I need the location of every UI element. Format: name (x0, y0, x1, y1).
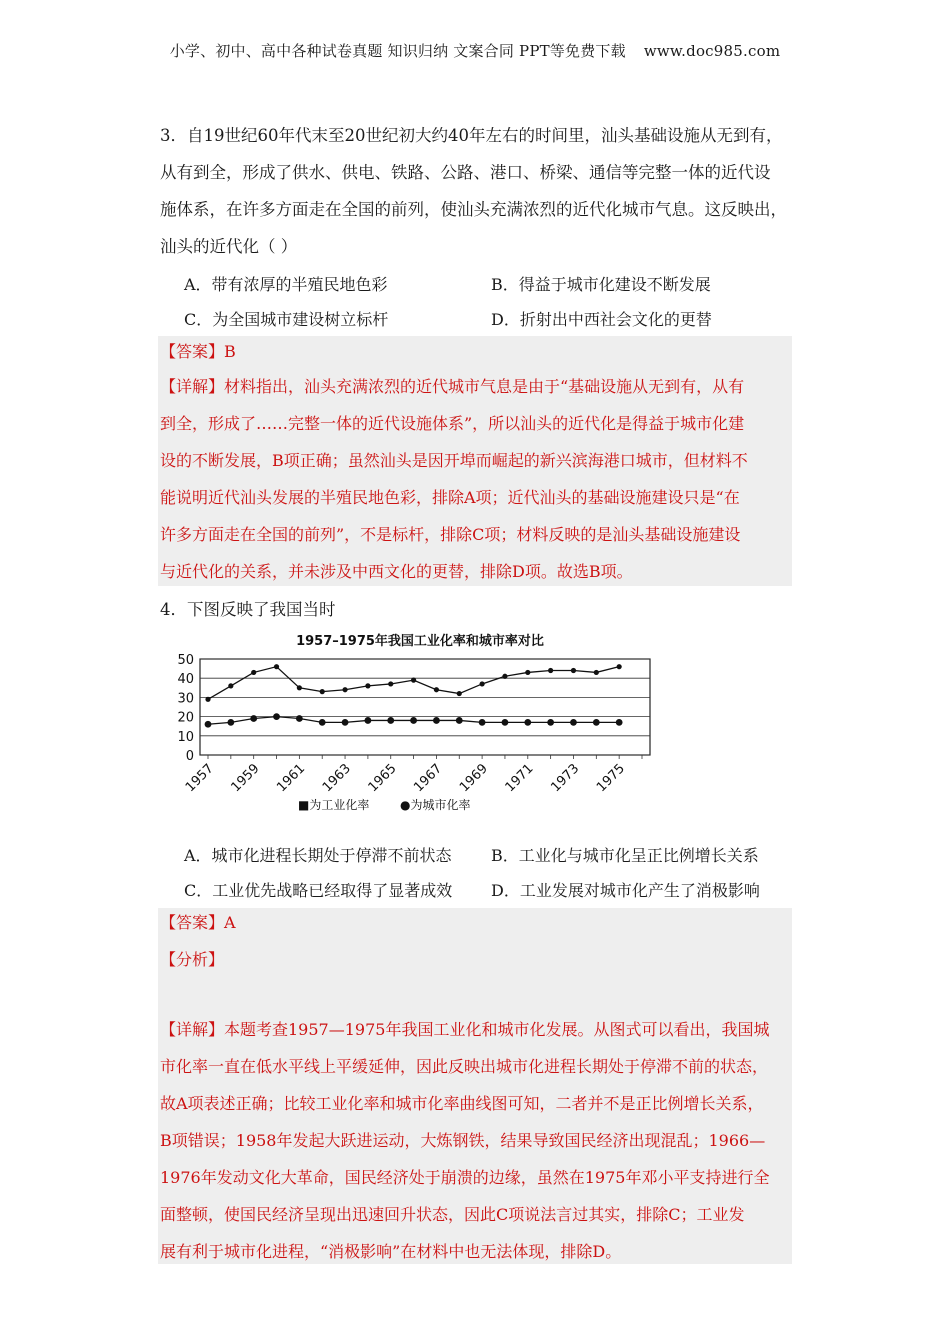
data-point (456, 717, 463, 724)
data-point (227, 719, 234, 726)
data-point (548, 668, 553, 673)
q4-detail-line: 故A项表述正确；比较工业化率和城市化率曲线图可知，二者并不是正比例增长关系， (160, 1094, 764, 1113)
x-tick-label: 1971 (502, 761, 537, 796)
data-point (480, 681, 485, 686)
q3-stem (160, 117, 792, 265)
x-tick-label: 1963 (319, 761, 354, 796)
x-tick-label: 1967 (411, 761, 446, 796)
q4-analysis: 【分析】 (160, 950, 225, 969)
x-tick-label: 1961 (274, 761, 309, 796)
data-point (273, 713, 280, 720)
q3-detail-line: 【详解】材料指出，汕头充满浓烈的近代城市气息是由于“基础设施从无到有，从有 (160, 377, 745, 396)
header-title: 小学、初中、高中各种试卷真题 知识归纳 文案合同 PPT等免费下载 (169, 42, 626, 60)
y-tick-label: 30 (177, 691, 194, 707)
q3-stem-line: 施体系，在许多方面走在全国的前列，使汕头充满浓烈的近代化城市气息。这反映出， (160, 200, 787, 219)
industrialization-urbanization-chart (160, 625, 700, 820)
data-point (205, 697, 210, 702)
x-tick-label: 1973 (548, 761, 583, 796)
data-point (570, 719, 577, 726)
data-point (228, 683, 233, 688)
data-point (342, 687, 347, 692)
q4-detail (160, 1011, 792, 1270)
data-point (274, 664, 279, 669)
data-point (457, 691, 462, 696)
series-line (208, 667, 619, 700)
data-point (502, 674, 507, 679)
q4-option-b: B．工业化与城市化呈正比例增长关系 (491, 846, 759, 865)
data-point (433, 717, 440, 724)
data-point (502, 719, 509, 726)
q3-detail-line: 到全，形成了……完整一体的近代设施体系”，所以汕头的近代化是得益于城市化建 (160, 414, 745, 433)
data-point (365, 683, 370, 688)
chart-grid (200, 659, 650, 759)
data-point (251, 670, 256, 675)
q4-option-a: A．城市化进程长期处于停滞不前状态 (184, 846, 452, 865)
q4-detail-line: 1976年发动文化大革命，国民经济处于崩溃的边缘，虽然在1975年邓小平支持进行全 (160, 1168, 770, 1187)
y-tick-label: 10 (177, 729, 194, 745)
q3-detail-line: 设的不断发展，B项正确；虽然汕头是因开埠而崛起的新兴滨海港口城市，但材料不 (160, 451, 748, 470)
q4-detail-line: 市化率一直在低水平线上平缓延伸，因此反映出城市化进程长期处于停滞不前的状态， (160, 1057, 769, 1076)
q3-stem-line: 从有到全，形成了供水、供电、铁路、公路、港口、桥梁、通信等完整一体的近代设 (160, 163, 771, 182)
x-tick-label: 1969 (456, 761, 491, 796)
data-point (571, 668, 576, 673)
data-point (296, 715, 303, 722)
page-header (0, 40, 950, 61)
q4-detail-line: 展有利于城市化进程，“消极影响”在材料中也无法体现，排除D。 (160, 1242, 622, 1261)
data-point (616, 719, 623, 726)
data-point (387, 717, 394, 724)
data-point (593, 719, 600, 726)
data-point (205, 721, 212, 728)
data-point (319, 719, 326, 726)
data-point (297, 685, 302, 690)
data-point (342, 719, 349, 726)
y-tick-label: 0 (185, 749, 194, 764)
q4-detail-line: 面整顿，使国民经济呈现出迅速回升状态，因此C项说法言过其实，排除C；工业发 (160, 1205, 745, 1224)
q3-detail-line: 能说明近代汕头发展的半殖民地色彩，排除A项；近代汕头的基础设施建设只是“在 (160, 488, 740, 507)
q3-option-b: B．得益于城市化建设不断发展 (491, 275, 711, 294)
y-tick-label: 50 (177, 653, 194, 668)
data-point (320, 689, 325, 694)
data-point (524, 719, 531, 726)
q4-option-d: D．工业发展对城市化产生了消极影响 (491, 881, 760, 900)
x-tick-label: 1957 (182, 761, 217, 796)
y-tick-labels (177, 653, 194, 764)
legend-urbanization: ●为城市化率 (400, 798, 471, 812)
q3-detail-line: 与近代化的关系，并未涉及中西文化的更替，排除D项。故选B项。 (160, 562, 633, 581)
x-tick-label: 1959 (228, 761, 263, 796)
q4-detail-line: 【详解】本题考查1957—1975年我国工业化和城市化发展。从图式可以看出，我国城 (160, 1020, 770, 1039)
q3-option-a: A．带有浓厚的半殖民地色彩 (184, 275, 388, 294)
q4-option-c: C．工业优先战略已经取得了显著成效 (184, 881, 453, 900)
data-point (364, 717, 371, 724)
q4-detail-line: B项错误；1958年发起大跃进运动，大炼钢铁，结果导致国民经济出现混乱；1966— (160, 1131, 766, 1150)
q3-detail (160, 368, 792, 590)
data-point (250, 715, 257, 722)
q3-stem-line: 3．自19世纪60年代末至20世纪初大约40年左右的时间里，汕头基础设施从无到有， (160, 126, 783, 145)
q3-detail-line: 许多方面走在全国的前列”，不是标杆，排除C项；材料反映的是汕头基础设施建设 (160, 525, 741, 544)
data-point (594, 670, 599, 675)
data-point (479, 719, 486, 726)
data-point (411, 678, 416, 683)
y-tick-label: 20 (177, 710, 194, 726)
q3-option-d: D．折射出中西社会文化的更替 (491, 310, 712, 329)
header-site: www.doc985.com (643, 42, 781, 60)
chart-title: 1957–1975年我国工业化率和城市率对比 (296, 634, 544, 649)
y-tick-label: 40 (177, 672, 194, 688)
q4-answer: 【答案】A (160, 913, 236, 932)
q3-stem-line: 汕头的近代化（ ） (160, 237, 298, 256)
q3-option-c: C．为全国城市建设树立标杆 (184, 310, 389, 329)
legend-industrialization: ■为工业化率 (298, 798, 370, 812)
series-urbanization-rate (205, 713, 623, 727)
data-point (410, 717, 417, 724)
plot-frame (200, 659, 650, 755)
x-tick-labels (183, 761, 628, 795)
data-point (525, 670, 530, 675)
x-tick-label: 1975 (593, 761, 628, 796)
series-industrialization-rate (205, 664, 621, 702)
q3-answer: 【答案】B (160, 342, 236, 361)
data-point (434, 687, 439, 692)
data-point (388, 681, 393, 686)
q4-stem: 4．下图反映了我国当时 (160, 600, 336, 619)
x-tick-label: 1965 (365, 761, 400, 796)
data-point (547, 719, 554, 726)
data-point (617, 664, 622, 669)
